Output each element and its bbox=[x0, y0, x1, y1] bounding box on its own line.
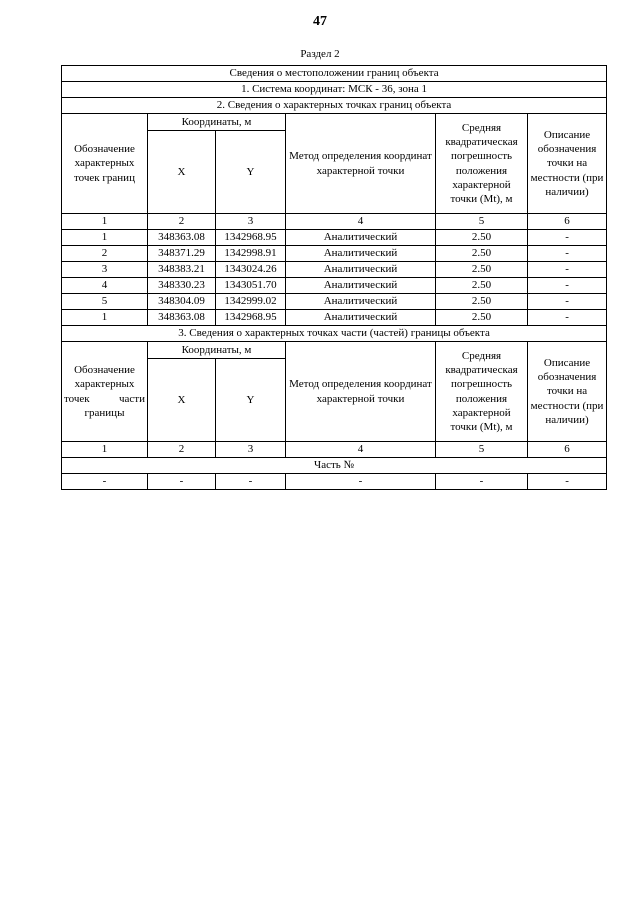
part-point-designation-line: Обозначение bbox=[74, 363, 135, 376]
y-cell: 1343051.70 bbox=[216, 278, 286, 294]
section3-heading: 3. Сведения о характерных точках части (частей) границы объекта bbox=[62, 326, 607, 342]
point-cell: 3 bbox=[62, 262, 148, 278]
x-cell: 348383.21 bbox=[148, 262, 216, 278]
part-point-designation-line bbox=[64, 392, 145, 406]
method-cell: Аналитический bbox=[286, 294, 436, 310]
part-label: Часть № bbox=[62, 458, 607, 474]
page-number: 47 bbox=[313, 14, 327, 29]
x-header: X bbox=[148, 131, 216, 214]
part-point-designation-line: характерных bbox=[74, 378, 135, 391]
description-header: Описание обозначения точки на местности (при наличии) bbox=[528, 114, 607, 214]
method-header: Метод определения координат характерной точки bbox=[286, 114, 436, 214]
desc-cell: - bbox=[528, 230, 607, 246]
empty-cell: - bbox=[528, 474, 607, 490]
description-header: Описание обозначения точки на местности (при наличии) bbox=[528, 342, 607, 442]
error-cell: 2.50 bbox=[436, 278, 528, 294]
method-cell: Аналитический bbox=[286, 310, 436, 326]
coordinates-header: Координаты, м bbox=[148, 342, 286, 359]
col-number: 4 bbox=[286, 442, 436, 458]
y-cell: 1342998.91 bbox=[216, 246, 286, 262]
x-header: X bbox=[148, 359, 216, 442]
method-cell: Аналитический bbox=[286, 262, 436, 278]
x-cell: 348330.23 bbox=[148, 278, 216, 294]
col-number: 5 bbox=[436, 214, 528, 230]
point-designation-header: Обозначение характерных точек границ bbox=[62, 114, 148, 214]
col-number: 3 bbox=[216, 442, 286, 458]
col-number: 6 bbox=[528, 442, 607, 458]
error-cell: 2.50 bbox=[436, 294, 528, 310]
col-number: 2 bbox=[148, 442, 216, 458]
col-number: 2 bbox=[148, 214, 216, 230]
y-cell: 1342968.95 bbox=[216, 230, 286, 246]
table-row bbox=[62, 246, 607, 262]
table-title-row bbox=[62, 66, 607, 82]
empty-cell: - bbox=[62, 474, 148, 490]
error-cell: 2.50 bbox=[436, 262, 528, 278]
table-row bbox=[62, 294, 607, 310]
point-cell: 2 bbox=[62, 246, 148, 262]
point-cell: 1 bbox=[62, 230, 148, 246]
col-number: 6 bbox=[528, 214, 607, 230]
point-cell: 5 bbox=[62, 294, 148, 310]
y-cell: 1343024.26 bbox=[216, 262, 286, 278]
desc-cell: - bbox=[528, 246, 607, 262]
empty-cell: - bbox=[148, 474, 216, 490]
table-title: Сведения о местоположении границ объекта bbox=[62, 66, 607, 82]
empty-cell: - bbox=[286, 474, 436, 490]
error-header: Средняя квадратическая погрешность положения характерной точки (Mt), м bbox=[436, 114, 528, 214]
coord-system-row bbox=[62, 82, 607, 98]
section2-heading-row bbox=[62, 98, 607, 114]
part-point-designation-header bbox=[62, 342, 148, 442]
section2-col-numbers bbox=[62, 214, 607, 230]
col-number: 4 bbox=[286, 214, 436, 230]
desc-cell: - bbox=[528, 310, 607, 326]
section3-header-row-1 bbox=[62, 342, 607, 359]
part-point-designation-line: границы bbox=[84, 406, 125, 419]
part-point-designation-word: части bbox=[119, 392, 145, 405]
boundary-table bbox=[61, 65, 607, 490]
y-cell: 1342999.02 bbox=[216, 294, 286, 310]
desc-cell: - bbox=[528, 294, 607, 310]
section3-col-numbers bbox=[62, 442, 607, 458]
coord-system: 1. Система координат: МСК - 36, зона 1 bbox=[62, 82, 607, 98]
method-cell: Аналитический bbox=[286, 230, 436, 246]
col-number: 1 bbox=[62, 214, 148, 230]
table-row bbox=[62, 262, 607, 278]
col-number: 5 bbox=[436, 442, 528, 458]
table-row bbox=[62, 278, 607, 294]
point-cell: 1 bbox=[62, 310, 148, 326]
table-row bbox=[62, 474, 607, 490]
desc-cell: - bbox=[528, 262, 607, 278]
method-cell: Аналитический bbox=[286, 278, 436, 294]
part-point-designation-word: точек bbox=[64, 392, 90, 405]
method-cell: Аналитический bbox=[286, 246, 436, 262]
section-label: Раздел 2 bbox=[300, 48, 340, 60]
x-cell: 348304.09 bbox=[148, 294, 216, 310]
section2-heading: 2. Сведения о характерных точках границ объекта bbox=[62, 98, 607, 114]
empty-cell: - bbox=[216, 474, 286, 490]
y-cell: 1342968.95 bbox=[216, 310, 286, 326]
y-header: Y bbox=[216, 131, 286, 214]
error-cell: 2.50 bbox=[436, 246, 528, 262]
col-number: 1 bbox=[62, 442, 148, 458]
col-number: 3 bbox=[216, 214, 286, 230]
empty-cell: - bbox=[436, 474, 528, 490]
table-row bbox=[62, 310, 607, 326]
table-row bbox=[62, 230, 607, 246]
x-cell: 348363.08 bbox=[148, 310, 216, 326]
error-cell: 2.50 bbox=[436, 230, 528, 246]
coordinates-header: Координаты, м bbox=[148, 114, 286, 131]
method-header: Метод определения координат характерной точки bbox=[286, 342, 436, 442]
error-header: Средняя квадратическая погрешность положения характерной точки (Mt), м bbox=[436, 342, 528, 442]
desc-cell: - bbox=[528, 278, 607, 294]
section3-heading-row bbox=[62, 326, 607, 342]
x-cell: 348363.08 bbox=[148, 230, 216, 246]
error-cell: 2.50 bbox=[436, 310, 528, 326]
part-label-row bbox=[62, 458, 607, 474]
x-cell: 348371.29 bbox=[148, 246, 216, 262]
y-header: Y bbox=[216, 359, 286, 442]
section2-header-row-1 bbox=[62, 114, 607, 131]
point-cell: 4 bbox=[62, 278, 148, 294]
